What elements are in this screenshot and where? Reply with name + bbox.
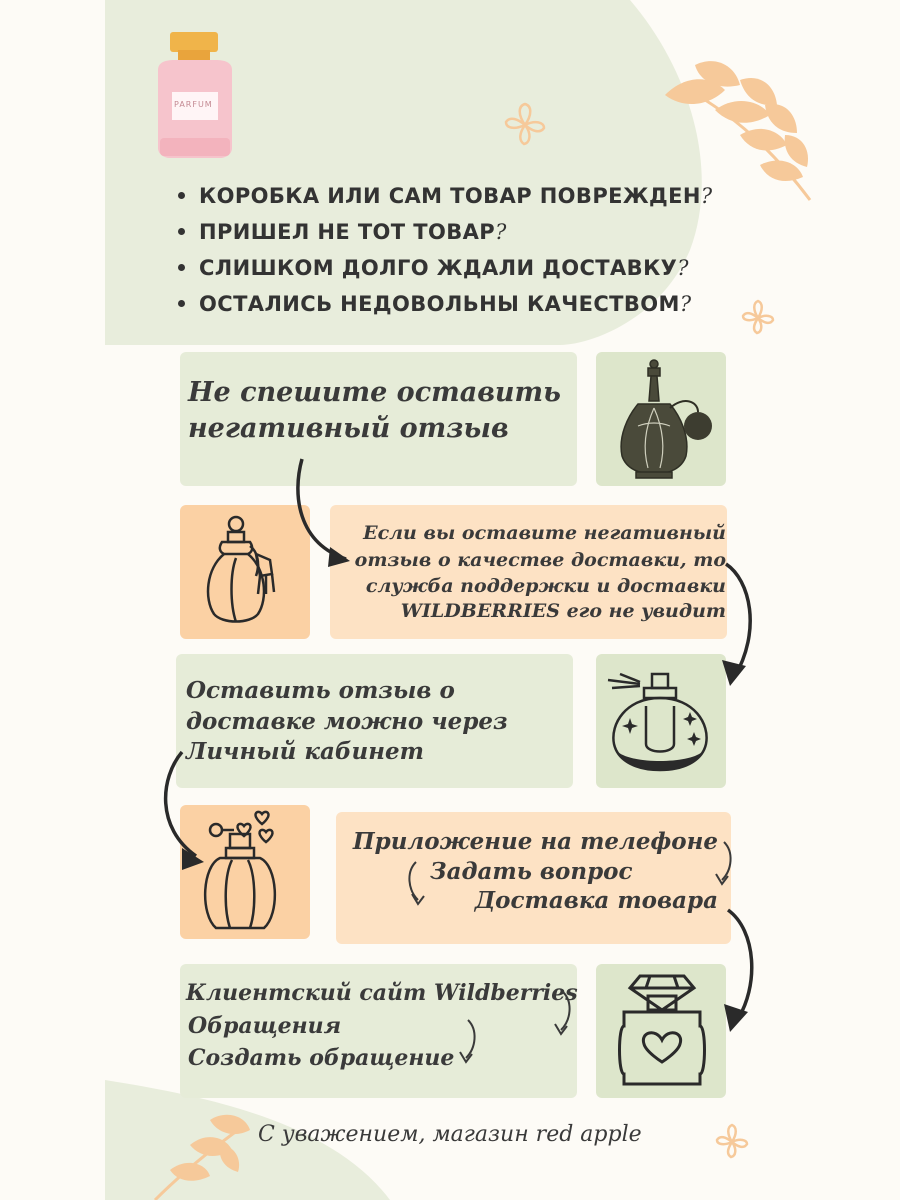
cabinet-line-3: Личный кабинет xyxy=(186,738,424,765)
warning-line-1: Не спешите оставить xyxy=(188,377,561,408)
info-line-2: отзыв о качестве доставки, то xyxy=(354,549,726,571)
question-item xyxy=(178,286,712,322)
question-mark: ? xyxy=(679,292,692,316)
warning-line-2: негативный отзыв xyxy=(188,413,509,444)
site-line-3: Создать обращение xyxy=(188,1045,455,1071)
vintage-perfume-decanter-icon xyxy=(608,356,718,481)
leaf-branch-icon-bottom xyxy=(150,1110,260,1200)
question-text: КОРОБКА ИЛИ САМ ТОВАР ПОВРЕЖДЕН xyxy=(199,184,701,208)
question-item xyxy=(178,178,712,214)
flower-icon-bottom xyxy=(712,1122,752,1162)
arrow-curve-2 xyxy=(716,560,776,695)
app-line-2: Задать вопрос xyxy=(430,858,633,885)
cabinet-line-2: доставке можно через xyxy=(186,708,508,735)
question-item xyxy=(178,214,712,250)
bottle-label: PARFUM xyxy=(174,100,213,109)
arrow-curve-3 xyxy=(156,748,226,878)
question-text: ОСТАЛИСЬ НЕДОВОЛЬНЫ КАЧЕСТВОМ xyxy=(199,292,680,316)
perfume-bottle-icon xyxy=(152,30,242,160)
bullet-dot xyxy=(178,192,185,199)
flower-icon xyxy=(500,100,550,150)
round-perfume-spray-icon xyxy=(604,664,714,784)
app-line-1: Приложение на телефоне xyxy=(352,828,718,855)
small-arrow-app-left xyxy=(404,860,426,910)
site-line-2: Обращения xyxy=(188,1013,342,1039)
arrow-curve-1 xyxy=(290,455,370,575)
bullet-dot xyxy=(178,264,185,271)
small-arrow-app-right xyxy=(714,840,736,890)
question-text: ПРИШЕЛ НЕ ТОТ ТОВАР xyxy=(199,220,496,244)
app-line-3: Доставка товара xyxy=(474,887,718,914)
leaf-branch-icon xyxy=(655,55,815,205)
heart-perfume-bottle-icon xyxy=(612,970,712,1090)
arrow-curve-4 xyxy=(716,906,786,1041)
small-arrow-site-right xyxy=(553,990,575,1040)
info-line-4: WILDBERRIES его не увидит xyxy=(400,600,726,622)
question-item xyxy=(178,250,712,286)
question-text: СЛИШКОМ ДОЛГО ЖДАЛИ ДОСТАВКУ xyxy=(199,256,678,280)
cabinet-line-1: Оставить отзыв о xyxy=(186,677,455,704)
question-mark: ? xyxy=(677,256,689,280)
perfume-bottle-tassel-icon xyxy=(200,514,290,634)
bullet-dot xyxy=(178,228,185,235)
info-line-1: Если вы оставите негативный xyxy=(363,522,726,544)
bullet-dot xyxy=(178,300,185,307)
question-mark: ? xyxy=(495,220,507,244)
question-mark: ? xyxy=(700,184,713,208)
info-line-3: служба поддержки и доставки xyxy=(365,575,726,597)
flower-icon-small xyxy=(738,298,778,338)
signature: С уважением, магазин red apple xyxy=(258,1122,642,1147)
question-list xyxy=(178,178,712,322)
small-arrow-site-left xyxy=(458,1018,480,1068)
site-line-1: Клиентский сайт Wildberries xyxy=(186,980,578,1006)
